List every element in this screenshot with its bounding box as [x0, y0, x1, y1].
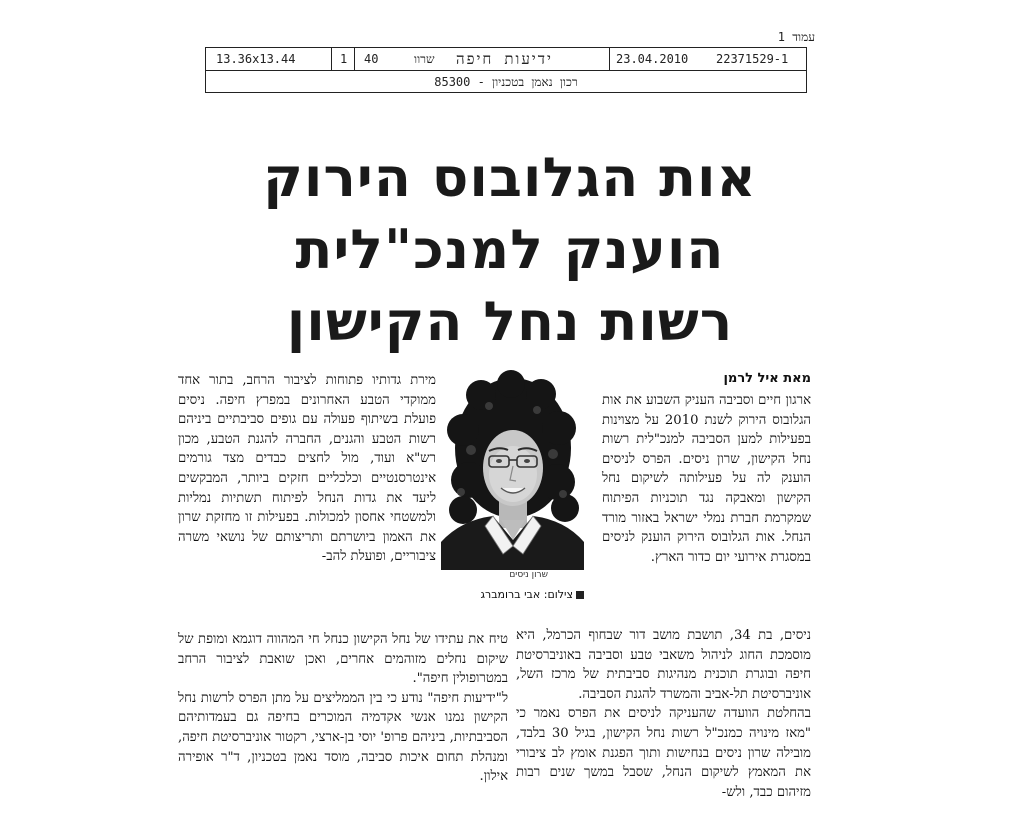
paragraph: טיח את עתידו של נחל הקישון כנחל חי המהווה דוגמא ומופת של שיקום נחלים מזוהמים אחרים, ואכן שואבת לציבור הרחב במטרופולין חיפה". — [178, 632, 508, 687]
portrait-photo — [441, 370, 584, 570]
photo-credit — [441, 588, 584, 601]
paragraph: בהחלטת הוועדה שהעניקה לניסים את הפרס נאמר כי "מאז מינויה כמנכ"ל רשות נחל הקישון, בגיל 30 בלבד, מובילה שרון ניסים בנחישות ותוך הפגנת אומץ לב ציבורי את המאמץ לשיקום הנחל, שסבל במשך שנים רבות מזיהום כבד, ולש- — [516, 706, 811, 800]
header-page-no: 1 — [340, 52, 348, 66]
headline-line-3: רשות נחל הקישון — [286, 290, 734, 353]
page-number: עמוד 1 — [777, 30, 815, 44]
headline — [215, 142, 805, 358]
header-size: 13.36x13.44 — [216, 52, 296, 66]
paragraph: מירת גדותיו פתוחות לציבור הרחב, בתור אחד ממוקדי הטבע האחרונים במפרץ חיפה. ניסים פועלת בשיתוף פעולה עם גופים סביבתיים ביניהם רשות הטבע והגנים, החברה להגנת הטבע, מכון רש"א ועוד, מול לחצים כבדים מצד גורמים אינטרסנטיים וכלכליים חזקים ביותר, המבקשים ליעד את גדות הנחל לפיתוח תשתיות נמליות ולמשטחי אחסון למכולות. בפעילות זו מחזקת שרון את האמון ביושרתם ותריצותם של נושאי משרה ציבוריים, ופועלת להב- — [178, 373, 436, 565]
paragraph: ל"ידיעות חיפה" נודע כי בין הממליצים על מתן הפרס לרשות נחל הקישון נמנו אנשי אקדמיה המוכרים בחיפה גם בעמדותיהם הסביבתיות, ביניהם פרופ' יוסי בן-ארצי, רקטור אוניברסיטת חיפה, ומנהלת תחום איכות סביבה, מוסד נאמן בטכניון, ד"ר אופירה אילון. — [178, 690, 508, 785]
header-column-no: 40 — [364, 52, 379, 66]
article-column-middle — [516, 626, 811, 802]
header-item-id: 22371529-1 — [716, 52, 789, 66]
byline: מאת איל לרמן — [723, 371, 811, 386]
photo-name-label: שרון ניסים — [509, 570, 548, 580]
square-bullet-icon — [576, 591, 584, 599]
header-client: רכון נאמן בטכניון - 85300 — [434, 75, 578, 89]
article-column-right — [602, 391, 811, 567]
clipping-header — [205, 47, 807, 93]
paragraph: ארגון חיים וסביבה העניק השבוע את אות הגלובוס הירוק לשנת 2010 על מצוינות בפעילות למען הסביבה למנכ"לית רשות נחל הקישון, שרון ניסים. הפרס לניסים הוענק לה על פעילותה לשיקום נחל הקישון ומאבקה נגד תוכניות הפיתוח שמקרמת חברת נמלי ישראל באזור מורד הנחל. אות הגלובוס הירוק הוענק לניסים במסגרת אירועי יום כדור הארץ. — [602, 393, 812, 565]
article-column-left — [178, 371, 436, 567]
article-column-left-continued — [178, 630, 508, 787]
paragraph: ניסים, בת 34, תושבת מושב דור שבחוף הכרמל, היא מוסמכת החוג לניהול משאבי טבע וסביבה באוניברסיטת חיפה ובוגרת תוכנית מנהיגות סביבתית של מרכז השל, אוניברסיטת תל-אביב והמשרד להגנת הסביבה. — [516, 628, 811, 702]
headline-line-1: אות הגלובוס הירוק — [263, 146, 757, 209]
portrait-image — [441, 370, 584, 570]
header-section: שרוו — [414, 52, 435, 66]
header-info-row — [206, 48, 806, 71]
photo-credit-text: צילום: אבי ברומברג — [480, 588, 573, 601]
header-date: 23.04.2010 — [616, 52, 689, 66]
headline-line-2: הוענק למנכ"לית — [295, 218, 725, 281]
header-publication: ידיעות חיפה — [456, 50, 553, 68]
